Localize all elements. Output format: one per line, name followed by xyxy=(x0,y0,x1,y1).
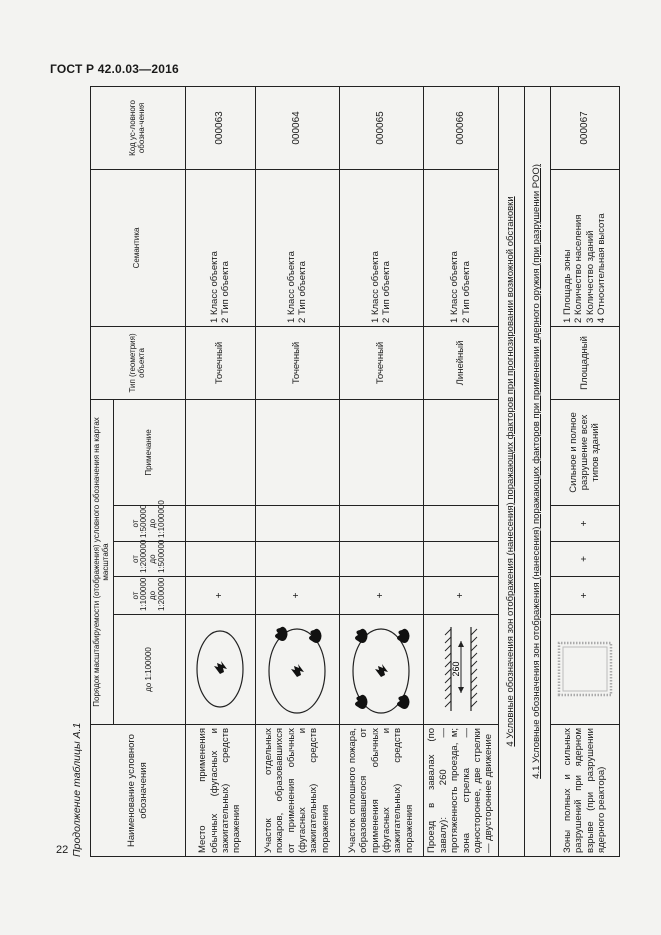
fire-icon xyxy=(275,627,288,641)
row-scale2: + xyxy=(550,577,619,615)
rotated-table-page xyxy=(71,87,621,857)
row-semantics xyxy=(255,169,339,326)
row-name: Проезд в завалах (по завалу): 260 — протяженность проезда, м; зона стрелка — односторонее, две стрелки — двустороннее движение xyxy=(423,725,498,857)
table-continuation-label: Продолжение таблицы А.1 xyxy=(71,722,83,857)
row-code: 000066 xyxy=(423,86,498,169)
row-code: 000064 xyxy=(255,86,339,169)
page-number: 22 xyxy=(56,844,69,856)
explosion-icon xyxy=(375,664,388,677)
col-header-semantics: Семантика xyxy=(91,169,186,326)
col-header-name: Наименование условного обозначения xyxy=(91,725,186,857)
row-scale4 xyxy=(185,506,255,542)
col-header-scale4: от 1:500000 до 1:1000000 xyxy=(113,506,185,542)
row-semantics xyxy=(423,169,498,326)
col-header-scale1: до 1:100000 xyxy=(113,615,185,725)
sem-line: 3 Количество зданий xyxy=(584,230,596,323)
arrow-left-icon xyxy=(458,687,464,693)
table-row xyxy=(185,86,255,856)
row-scale3: + xyxy=(550,542,619,577)
row-type: Точечный xyxy=(255,326,339,399)
table-row xyxy=(255,86,339,856)
row-scale3 xyxy=(255,542,339,577)
sem-line: 2 Количество населения xyxy=(573,214,585,323)
row-scale4: + xyxy=(550,506,619,542)
section-heading-4: 4 Условные обозначения зон отображения (нанесения) поражающих факторов при прогнозировании возможной обстановки xyxy=(498,86,524,856)
sem-line: 1 Класс объекта xyxy=(208,251,220,323)
standard-header: ГОСТ Р 42.0.03—2016 xyxy=(50,62,179,76)
row-semantics xyxy=(550,169,619,326)
symbol-passage-in-rubble xyxy=(423,615,498,725)
sem-line: 2 Тип объекта xyxy=(460,261,472,323)
table-row xyxy=(339,86,423,856)
row-note xyxy=(185,399,255,505)
symbol-continuous-fire xyxy=(339,615,423,725)
row-note: Сильное и полное разрушение всех типов зданий xyxy=(550,399,619,505)
row-note xyxy=(423,399,498,505)
row-scale3 xyxy=(339,542,423,577)
fire-icon xyxy=(397,695,410,709)
fire-icon xyxy=(355,695,368,709)
col-header-type: Тип (геометрия) объекта xyxy=(91,326,186,399)
row-type: Точечный xyxy=(339,326,423,399)
table-row xyxy=(550,86,619,856)
fire-icon xyxy=(397,629,410,643)
symbols-table xyxy=(90,86,620,857)
sem-line: 1 Класс объекта xyxy=(449,251,461,323)
table-row xyxy=(423,86,498,856)
row-scale2: + xyxy=(255,577,339,615)
row-scale4 xyxy=(255,506,339,542)
row-code: 000065 xyxy=(339,86,423,169)
row-type: Точечный xyxy=(185,326,255,399)
col-header-scale3: от 1:200000 до 1:500000 xyxy=(113,542,185,577)
row-type: Площадный xyxy=(550,326,619,399)
row-scale2: + xyxy=(185,577,255,615)
explosion-icon xyxy=(291,664,304,677)
row-name: Зоны полных и сильных разрушений при ядерном взрыве (при разрушении ядерного реактора) xyxy=(550,725,619,857)
col-header-code: Код ус-ловного обозна-чения xyxy=(91,86,186,169)
row-name: Участок отдельных пожаров, образовавшихся от применения обычных (фугасных и зажигательных) средств поражения xyxy=(255,725,339,857)
explosion-icon xyxy=(214,662,227,675)
row-name: Участок сплошного пожара, образовавшегося от применения обычных (фугасных и зажигательных) средств поражения xyxy=(339,725,423,857)
row-type: Линейный xyxy=(423,326,498,399)
sem-line: 2 Тип объекта xyxy=(220,261,232,323)
row-scale4 xyxy=(339,506,423,542)
col-header-order: Порядок масштабируемости (отображения) условного обозначения на картах масштаба xyxy=(91,399,114,724)
symbol-destruction-zone xyxy=(550,615,619,725)
sem-line: 1 Класс объекта xyxy=(285,251,297,323)
row-scale2: + xyxy=(339,577,423,615)
symbol-impact-site xyxy=(185,615,255,725)
row-semantics xyxy=(185,169,255,326)
symbol-separate-fires xyxy=(255,615,339,725)
row-scale2: + xyxy=(423,577,498,615)
passage-length-label: 260 xyxy=(450,661,461,677)
row-scale3 xyxy=(185,542,255,577)
sem-line: 1 Класс объекта xyxy=(369,251,381,323)
row-code: 000063 xyxy=(185,86,255,169)
col-header-note: Примечание xyxy=(113,399,185,505)
row-scale4 xyxy=(423,506,498,542)
row-note xyxy=(339,399,423,505)
sem-line: 2 Тип объекта xyxy=(297,261,309,323)
sem-line: 2 Тип объекта xyxy=(381,261,393,323)
sem-line: 1 Площадь зоны xyxy=(562,249,574,323)
fire-icon xyxy=(355,629,368,643)
row-scale3 xyxy=(423,542,498,577)
sem-line: 4 Относительная высота xyxy=(596,213,608,323)
row-semantics xyxy=(339,169,423,326)
row-code: 000067 xyxy=(550,86,619,169)
col-header-scale2: от 1:100000 до 1:200000 xyxy=(113,577,185,615)
row-note xyxy=(255,399,339,505)
arrow-right-icon xyxy=(458,641,464,647)
row-name: Место применения обычных (фугасных и зажигательных) средств поражения xyxy=(185,725,255,857)
section-heading-4-1: 4.1 Условные обозначения зон отображения (нанесения) поражающих факторов при применении ядерного оружия (при разрушении РОО) xyxy=(524,86,550,856)
fire-icon xyxy=(309,629,322,643)
